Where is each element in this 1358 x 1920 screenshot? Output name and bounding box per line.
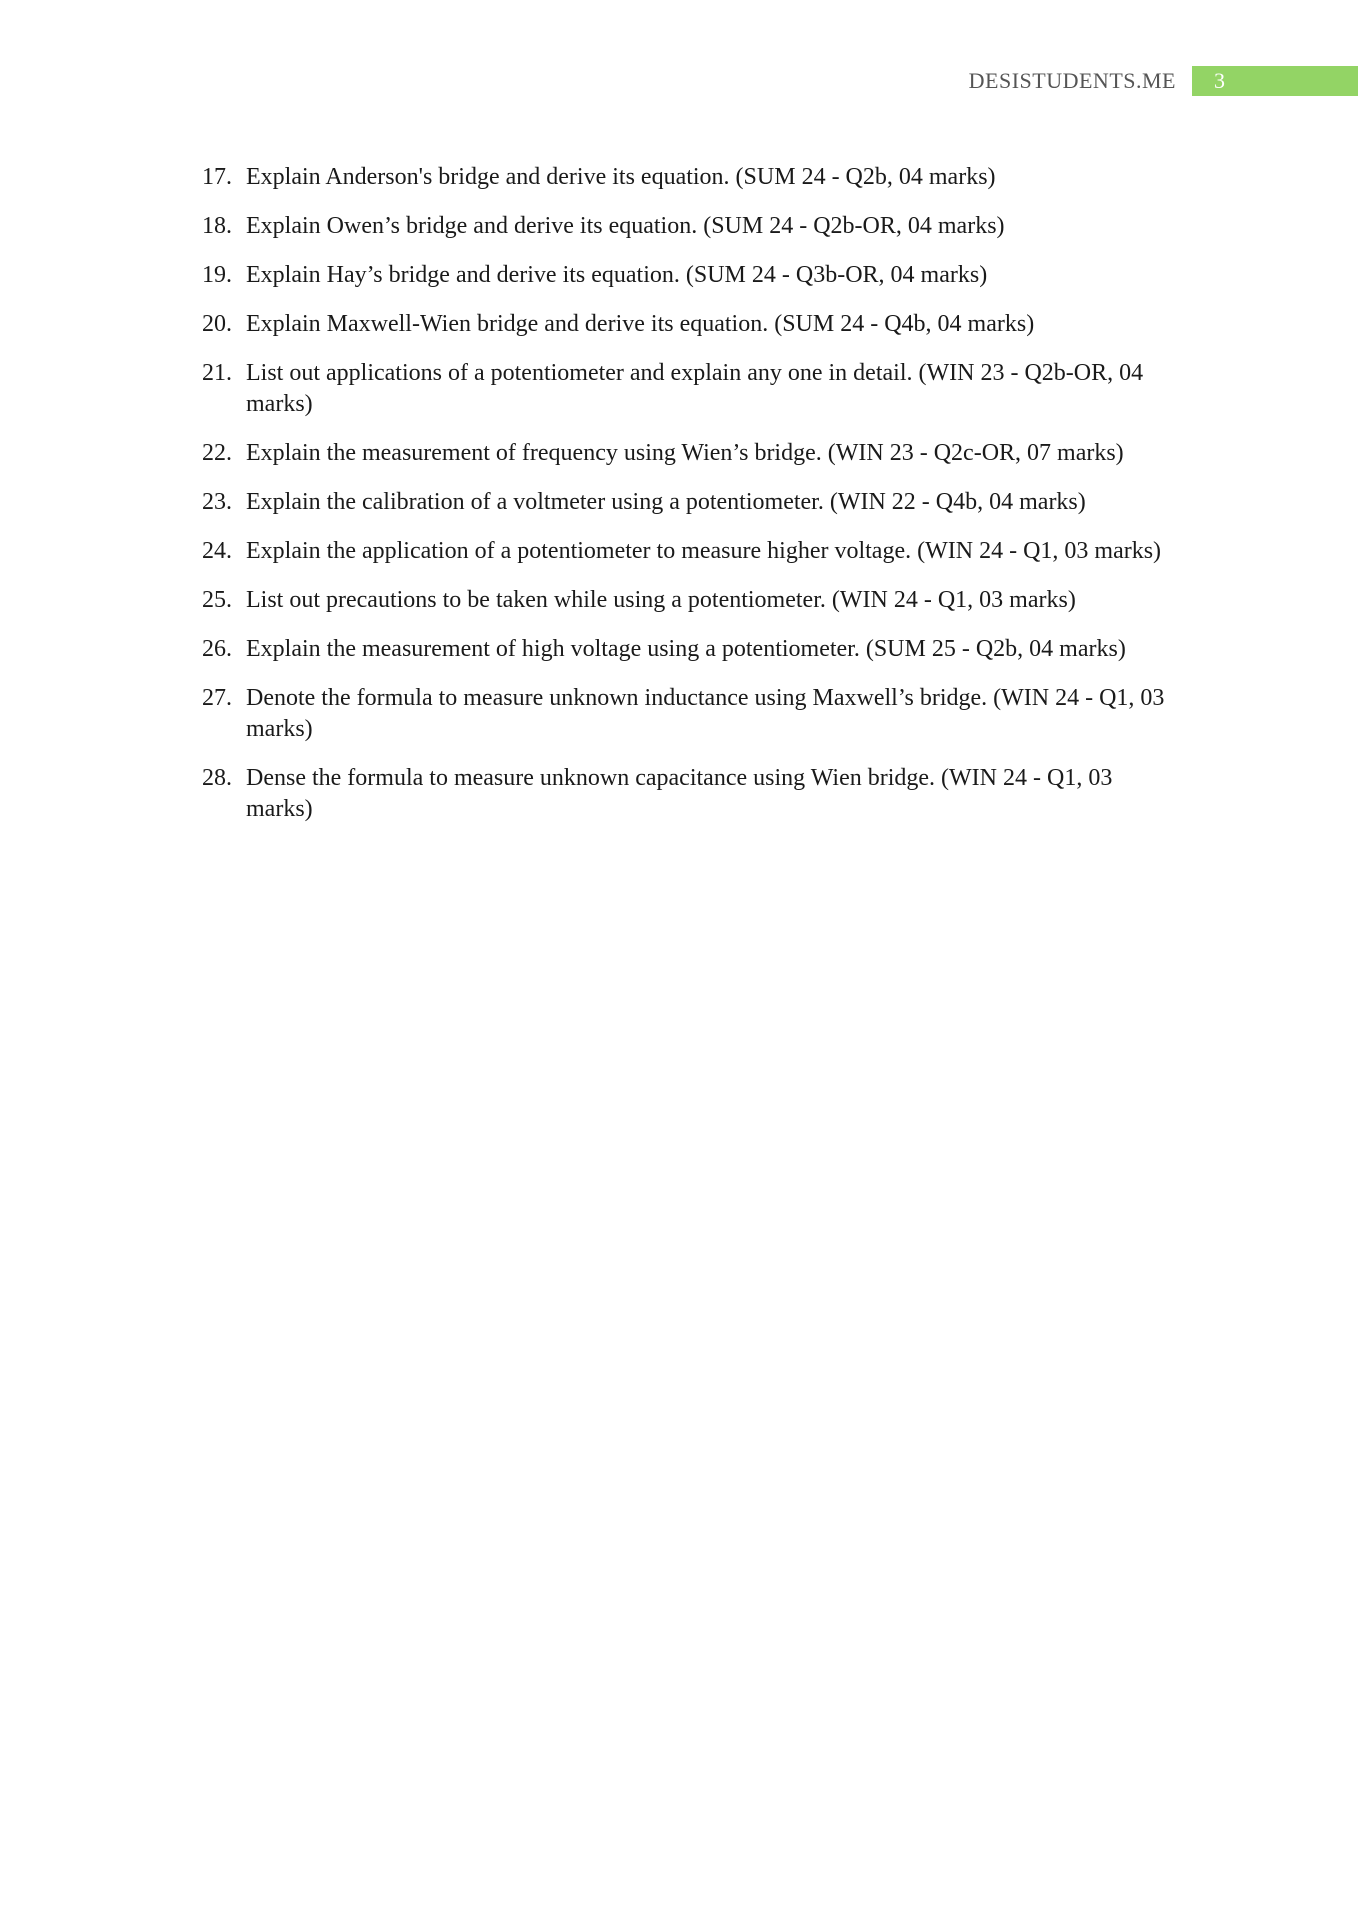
site-name: DESISTUDENTS.ME: [968, 68, 1176, 93]
question-number: 26.: [202, 636, 232, 662]
question-number: 17.: [202, 164, 232, 190]
question-text: List out precautions to be taken while using a potentiometer. (WIN 24 - Q1, 03 marks): [246, 587, 1076, 613]
question-number: 21.: [202, 360, 232, 386]
question-list: [202, 162, 1182, 843]
question-item: [202, 487, 1182, 518]
question-item: [202, 438, 1182, 469]
question-item: [202, 211, 1182, 242]
question-item: [202, 536, 1182, 567]
page-number: 3: [1214, 68, 1225, 93]
question-number: 20.: [202, 311, 232, 337]
question-item: [202, 309, 1182, 340]
question-item: [202, 162, 1182, 193]
question-text: Explain Owen’s bridge and derive its equation. (SUM 24 - Q2b-OR, 04 marks): [246, 213, 1005, 239]
question-number: 24.: [202, 538, 232, 564]
question-text: List out applications of a potentiometer and explain any one in detail. (WIN 23 - Q2b-OR, 04 marks): [246, 360, 1144, 417]
question-number: 27.: [202, 685, 232, 711]
question-item: [202, 358, 1182, 420]
question-text: Explain Hay’s bridge and derive its equation. (SUM 24 - Q3b-OR, 04 marks): [246, 262, 988, 288]
question-number: 28.: [202, 765, 232, 791]
question-text: Denote the formula to measure unknown inductance using Maxwell’s bridge. (WIN 24 - Q1, 03 marks): [246, 685, 1165, 742]
question-text: Explain the calibration of a voltmeter using a potentiometer. (WIN 22 - Q4b, 04 marks): [246, 489, 1086, 515]
question-text: Explain Anderson's bridge and derive its equation. (SUM 24 - Q2b, 04 marks): [246, 164, 996, 190]
question-item: [202, 634, 1182, 665]
question-text: Explain the application of a potentiometer to measure higher voltage. (WIN 24 - Q1, 03 marks): [246, 538, 1162, 564]
question-number: 19.: [202, 262, 232, 288]
question-number: 23.: [202, 489, 232, 515]
question-item: [202, 585, 1182, 616]
question-number: 22.: [202, 440, 232, 466]
question-item: [202, 763, 1182, 825]
question-number: 25.: [202, 587, 232, 613]
question-text: Explain the measurement of frequency using Wien’s bridge. (WIN 23 - Q2c-OR, 07 marks): [246, 440, 1124, 466]
page-number-badge: [1192, 66, 1358, 96]
question-item: [202, 683, 1182, 745]
question-number: 18.: [202, 213, 232, 239]
question-item: [202, 260, 1182, 291]
question-text: Explain the measurement of high voltage using a potentiometer. (SUM 25 - Q2b, 04 marks): [246, 636, 1126, 662]
question-text: Dense the formula to measure unknown capacitance using Wien bridge. (WIN 24 - Q1, 03 marks): [246, 765, 1113, 822]
page-header: [969, 66, 1358, 96]
question-text: Explain Maxwell-Wien bridge and derive its equation. (SUM 24 - Q4b, 04 marks): [246, 311, 1035, 337]
